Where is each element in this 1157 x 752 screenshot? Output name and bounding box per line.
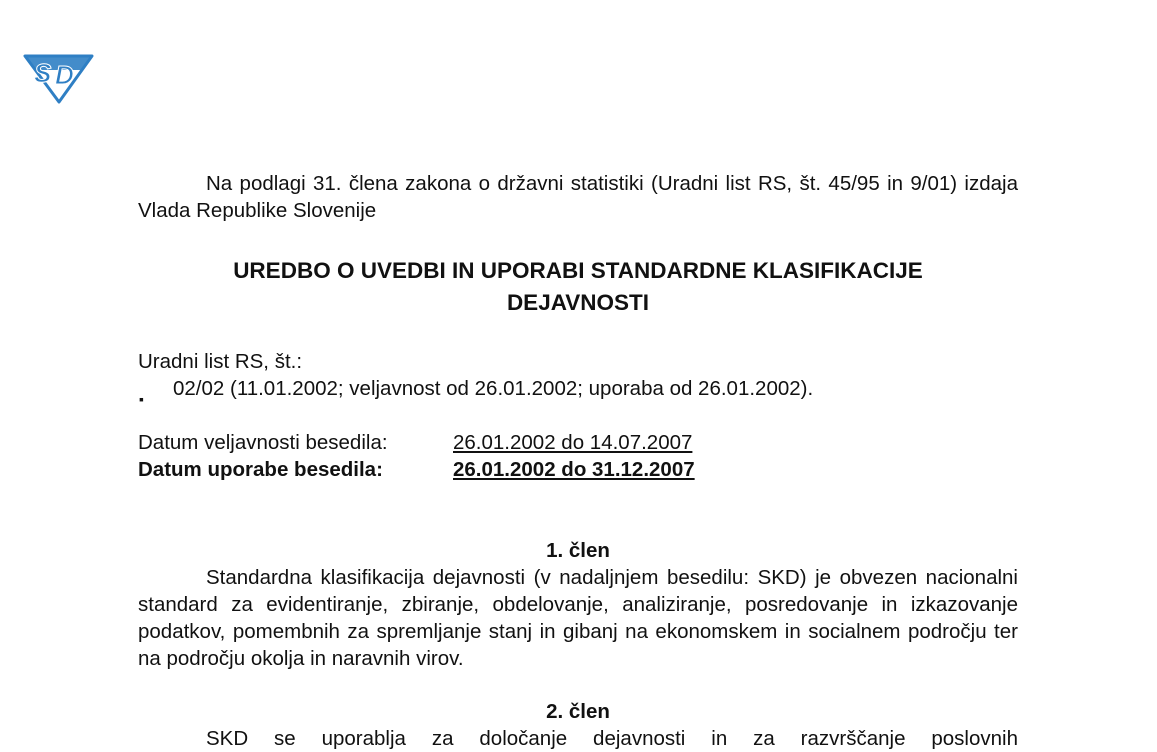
document-title [138,255,1018,319]
usage-date-row [138,456,695,483]
bullet-icon: ▪ [139,391,144,407]
preamble-text: Na podlagi 31. člena zakona o državni statistiki (Uradni list RS, št. 45/95 in 9/01) izdaja Vlada Republike Slovenije [138,172,1018,222]
title-line-1: UREDBO O UVEDBI IN UPORABI STANDARDNE KLASIFIKACIJE [233,258,923,283]
svg-text:D: D [55,60,74,90]
sd-logo-icon [22,48,96,104]
svg-text:S: S [34,58,52,88]
usage-value: 26.01.2002 do 31.12.2007 [453,458,695,481]
article-2-text: SKD se uporablja za določanje dejavnosti in za razvrščanje poslovnih [206,727,1018,750]
usage-label: Datum uporabe besedila: [138,458,383,481]
validity-value: 26.01.2002 do 14.07.2007 [453,431,693,454]
gazette-entry: 02/02 (11.01.2002; veljavnost od 26.01.2002; uporaba od 26.01.2002). [173,377,814,400]
article-1-text: Standardna klasifikacija dejavnosti (v nadaljnjem besedilu: SKD) je obvezen nacionalni standard za evidentiranje, zbiranje, obdelovanje, analiziranje, posredovanje in izkazovanje podatkov, pomembnih za spremljanje stanj in gibanj na ekonomskem in socialnem področju ter na področju okolja in naravnih virov. [138,566,1018,670]
article-2-heading: 2. člen [546,700,610,723]
article-1-heading: 1. člen [546,539,610,562]
title-line-2: DEJAVNOSTI [506,290,650,315]
validity-label: Datum veljavnosti besedila: [138,431,388,454]
validity-date-row [138,429,692,456]
gazette-label: Uradni list RS, št.: [138,350,303,373]
